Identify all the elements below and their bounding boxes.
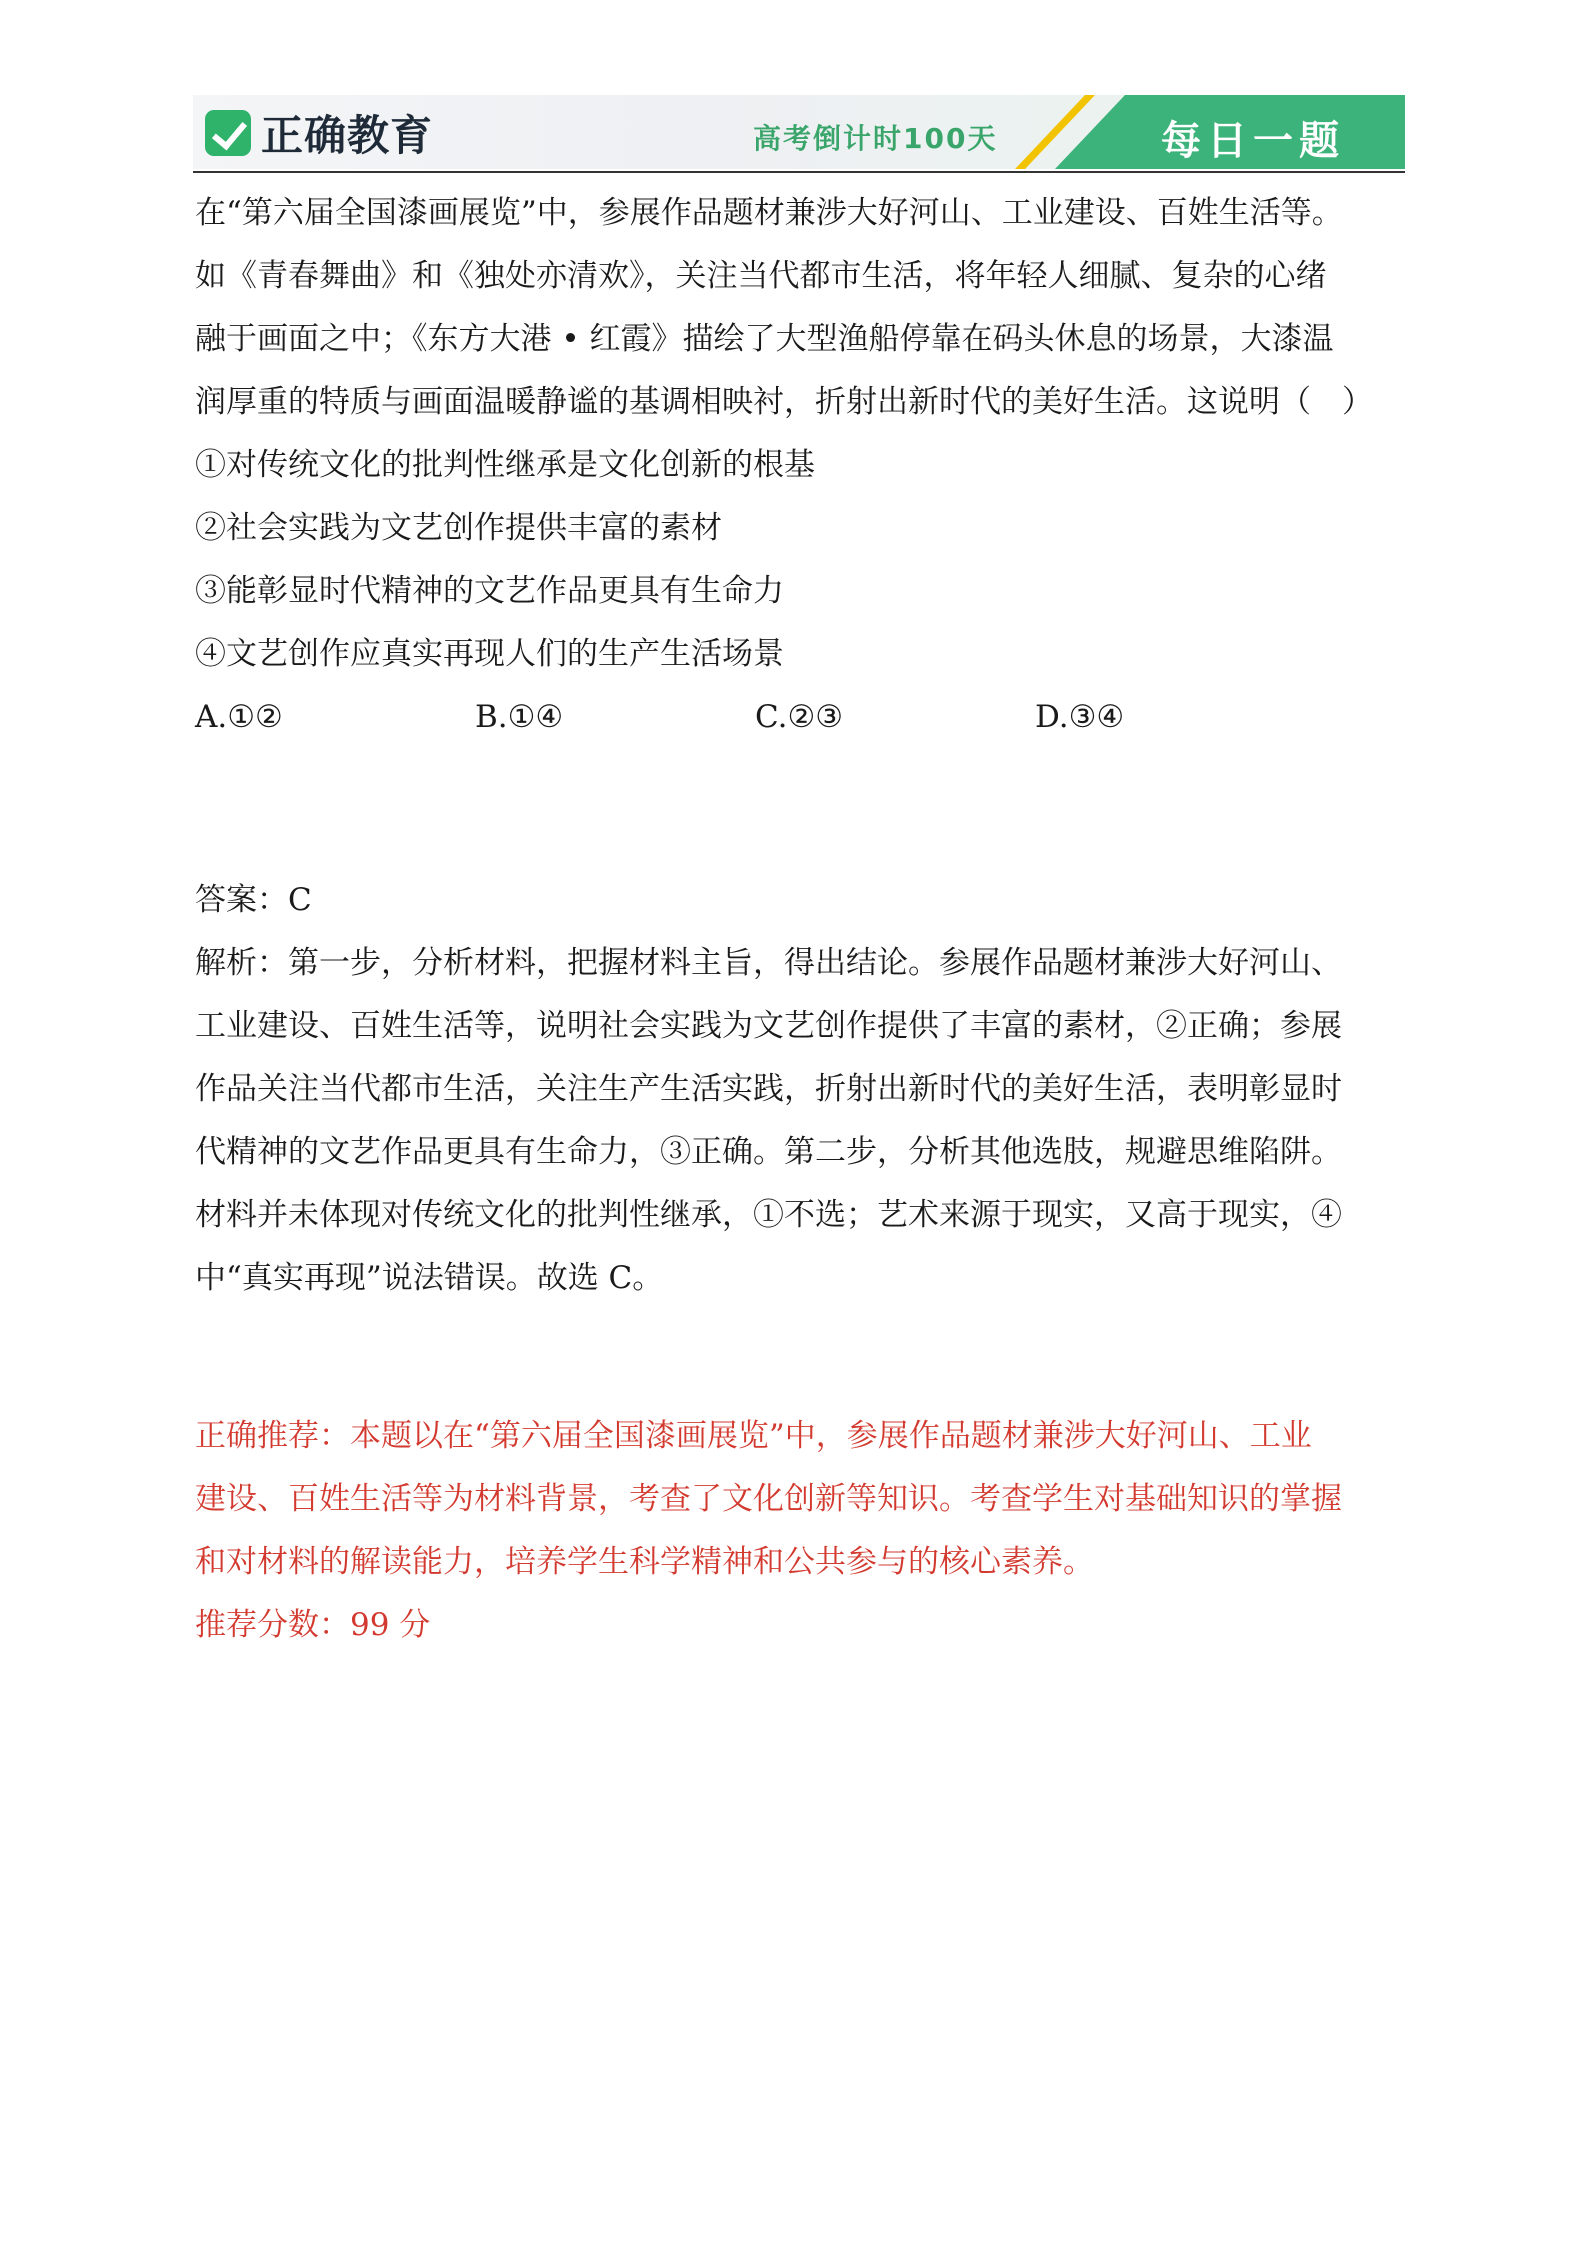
spacer bbox=[195, 1310, 1410, 1405]
question-line: 在“第六届全国漆画展览”中，参展作品题材兼涉大好河山、工业建设、百姓生活等。 bbox=[195, 195, 1343, 231]
header-banner bbox=[193, 95, 1405, 173]
question-line: 如《青春舞曲》和《独处亦清欢》，关注当代都市生活，将年轻人细腻、复杂的心绪 bbox=[195, 258, 1327, 294]
option-a: A.①② bbox=[195, 699, 283, 735]
analysis-line: 代精神的文艺作品更具有生命力，③正确。第二步，分析其他选肢，规避思维陷阱。 bbox=[195, 1134, 1342, 1170]
question-line: 润厚重的特质与画面温暖静谧的基调相映衬，折射出新时代的美好生活。这说明（ ） bbox=[195, 384, 1373, 420]
question-line: 融于画面之中；《东方大港 • 红霞》描绘了大型渔船停靠在码头休息的场景，大漆温 bbox=[195, 321, 1334, 357]
brand-name: 正确教育 bbox=[261, 111, 434, 160]
analysis-line: 材料并未体现对传统文化的批判性继承，①不选；艺术来源于现实，又高于现实，④ bbox=[195, 1197, 1342, 1233]
question-stem bbox=[195, 182, 1410, 434]
analysis-line: 工业建设、百姓生活等，说明社会实践为文艺创作提供了丰富的素材，②正确；参展 bbox=[195, 1008, 1342, 1044]
exam-countdown: 高考倒计时100天 bbox=[753, 122, 998, 155]
statement-item: ③能彰显时代精神的文艺作品更具有生命力 bbox=[195, 573, 784, 609]
option-d: D.③④ bbox=[1035, 699, 1125, 735]
answer-options bbox=[195, 686, 1410, 749]
statement-item: ④文艺创作应真实再现人们的生产生活场景 bbox=[195, 636, 784, 672]
statement-item: ②社会实践为文艺创作提供丰富的素材 bbox=[195, 510, 722, 546]
analysis-block bbox=[195, 932, 1410, 1310]
recommendation-score: 推荐分数：99 分 bbox=[195, 1607, 431, 1643]
header-divider bbox=[193, 171, 1405, 173]
checkmark-icon bbox=[205, 110, 251, 156]
recommendation-line: 和对材料的解读能力，培养学生科学精神和公共参与的核心素养。 bbox=[195, 1544, 1094, 1580]
analysis-line: 作品关注当代都市生活，关注生产生活实践，折射出新时代的美好生活，表明彰显时 bbox=[195, 1071, 1342, 1107]
recommendation-line: 正确推荐：本题以在“第六届全国漆画展览”中，参展作品题材兼涉大好河山、工业 bbox=[195, 1418, 1312, 1454]
statement-item: ①对传统文化的批判性继承是文化创新的根基 bbox=[195, 447, 815, 483]
daily-question-label: 每日一题 bbox=[1161, 118, 1345, 164]
statement-list bbox=[195, 434, 1410, 686]
option-b: B.①④ bbox=[475, 699, 564, 735]
brand-logo bbox=[205, 107, 433, 159]
option-c: C.②③ bbox=[755, 699, 844, 735]
answer-line: 答案：C bbox=[195, 882, 312, 918]
recommendation-block bbox=[195, 1405, 1410, 1657]
analysis-line: 解析：第一步，分析材料，把握材料主旨，得出结论。参展作品题材兼涉大好河山、 bbox=[195, 945, 1342, 981]
spacer bbox=[195, 749, 1410, 869]
recommendation-line: 建设、百姓生活等为材料背景，考查了文化创新等知识。考查学生对基础知识的掌握 bbox=[195, 1481, 1342, 1517]
analysis-line: 中“真实再现”说法错误。故选 C。 bbox=[195, 1260, 664, 1296]
document-body bbox=[195, 182, 1410, 1657]
